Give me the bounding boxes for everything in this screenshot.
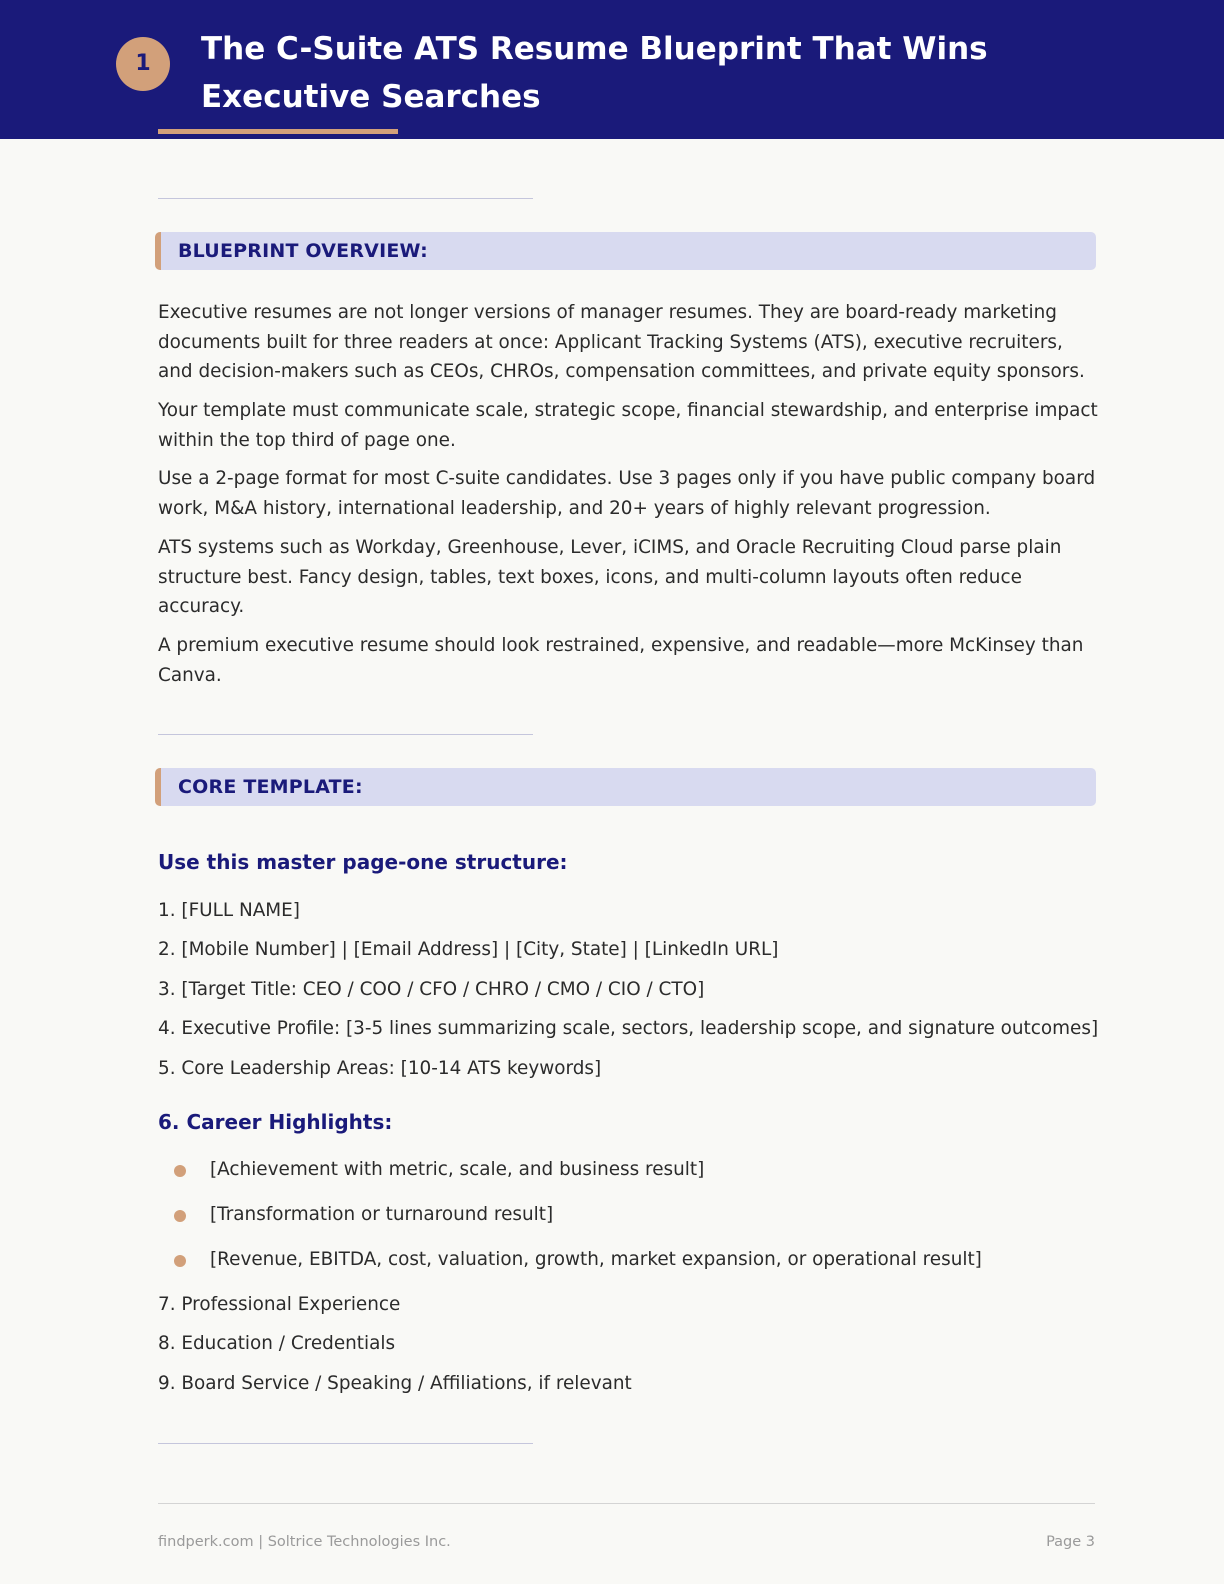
section-heading-label: BLUEPRINT OVERVIEW: — [178, 240, 428, 262]
bullet-dot-icon — [174, 1210, 186, 1222]
section-divider — [158, 198, 533, 199]
chapter-number-badge: 1 — [116, 37, 170, 91]
highlight-item: [Transformation or turnaround result] — [210, 1204, 554, 1225]
overview-paragraph: Executive resumes are not longer versions of manager resumes. They are board-ready marketing documents built for three readers at once: Applicant Tracking Systems (ATS), executive recruiters, and decision-makers such as CEOs, CHROs, compensation committees, and private equity sponsors. — [158, 302, 1085, 382]
list-item: 1. [FULL NAME] — [158, 900, 300, 921]
chapter-title: The C-Suite ATS Resume Blueprint That Wins Executive Searches — [201, 31, 988, 115]
highlight-item: [Revenue, EBITDA, cost, valuation, growth, market expansion, or operational result] — [210, 1249, 982, 1270]
list-item: 9. Board Service / Speaking / Affiliations, if relevant — [158, 1373, 632, 1394]
section-divider — [158, 734, 533, 735]
list-item: 4. Executive Profile: [3-5 lines summarizing scale, sectors, leadership scope, and signature outcomes] — [158, 1018, 1099, 1039]
section-heading-overview — [155, 232, 1096, 270]
career-highlights-heading: 6. Career Highlights: — [158, 1110, 393, 1134]
bullet-dot-icon — [174, 1165, 186, 1177]
bullet-dot-icon — [174, 1255, 186, 1267]
overview-paragraph: Your template must communicate scale, strategic scope, financial stewardship, and enterprise impact within the top third of page one. — [158, 400, 1098, 451]
chapter-header — [0, 0, 1224, 139]
highlight-item: [Achievement with metric, scale, and business result] — [210, 1159, 705, 1180]
core-subheading: Use this master page-one structure: — [158, 850, 568, 874]
section-heading-core-template — [155, 768, 1096, 806]
title-underline — [158, 129, 398, 134]
overview-paragraph: A premium executive resume should look restrained, expensive, and readable—more McKinsey than Canva. — [158, 635, 1084, 686]
section-heading-label: CORE TEMPLATE: — [178, 776, 363, 798]
page-number: Page 3 — [1046, 1534, 1095, 1550]
list-item: 2. [Mobile Number] | [Email Address] | [City, State] | [LinkedIn URL] — [158, 939, 779, 960]
section-divider — [158, 1443, 533, 1444]
list-item: 3. [Target Title: CEO / COO / CFO / CHRO / CMO / CIO / CTO] — [158, 979, 705, 1000]
footer-source: findperk.com | Soltrice Technologies Inc. — [158, 1534, 451, 1550]
list-item: 8. Education / Credentials — [158, 1333, 396, 1354]
overview-paragraph: Use a 2-page format for most C-suite candidates. Use 3 pages only if you have public company board work, M&A history, international leadership, and 20+ years of highly relevant progression. — [158, 468, 1096, 519]
overview-paragraph: ATS systems such as Workday, Greenhouse, Lever, iCIMS, and Oracle Recruiting Cloud parse plain structure best. Fancy design, tables, text boxes, icons, and multi-column layouts often reduce accuracy. — [158, 537, 1062, 617]
footer-divider — [158, 1503, 1095, 1504]
list-item: 7. Professional Experience — [158, 1294, 401, 1315]
list-item: 5. Core Leadership Areas: [10-14 ATS keywords] — [158, 1058, 602, 1079]
